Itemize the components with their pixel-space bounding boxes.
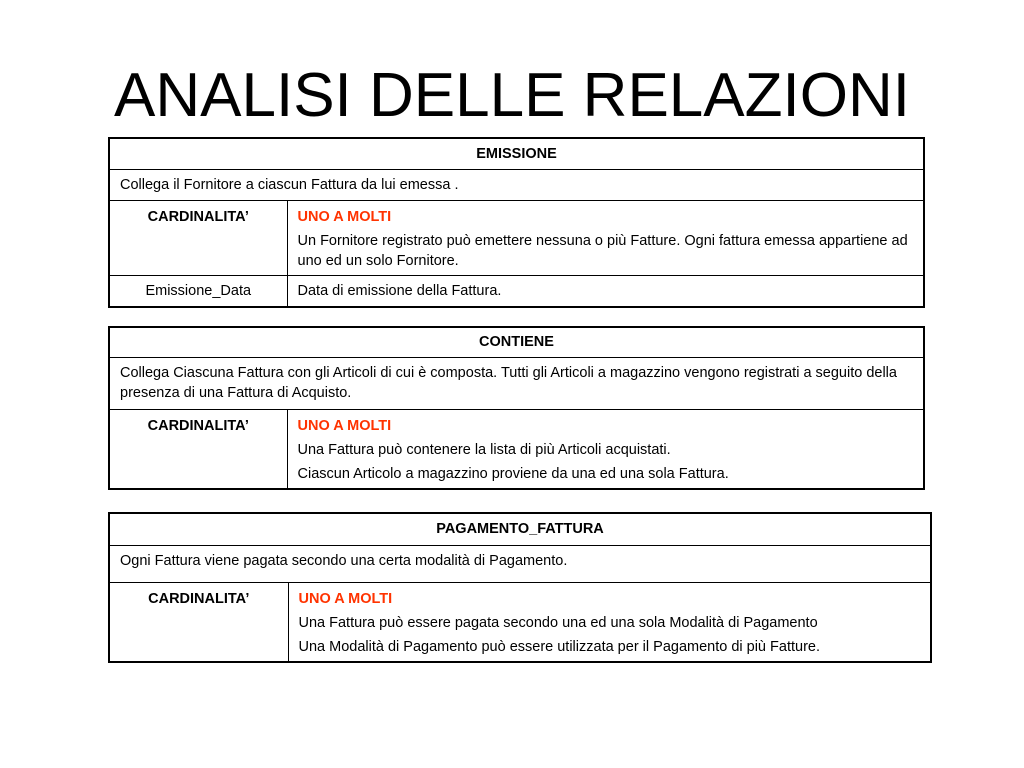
page-title: ANALISI DELLE RELAZIONI bbox=[114, 61, 910, 130]
cardinality-line: Una Fattura può essere pagata secondo una ed una sola Modalità di Pagamento bbox=[298, 614, 818, 631]
relation-description: Collega il Fornitore a ciascun Fattura da lui emessa . bbox=[109, 169, 924, 200]
cardinality-value bbox=[288, 582, 931, 662]
attribute-value: Data di emissione della Fattura. bbox=[287, 275, 924, 307]
cardinality-value bbox=[287, 409, 924, 489]
cardinality-line: Una Fattura può contenere la lista di più Articoli acquistati. bbox=[297, 441, 671, 458]
relation-table-emissione bbox=[108, 137, 925, 308]
cardinality-type: UNO A MOLTI bbox=[297, 417, 392, 434]
relation-name: PAGAMENTO_FATTURA bbox=[109, 513, 931, 545]
relation-table-pagamento-fattura bbox=[108, 512, 932, 663]
cardinality-label: CARDINALITA’ bbox=[109, 409, 287, 489]
cardinality-line: Una Modalità di Pagamento può essere utilizzata per il Pagamento di più Fatture. bbox=[298, 638, 820, 655]
relation-name: CONTIENE bbox=[109, 327, 924, 357]
cardinality-value bbox=[287, 200, 924, 275]
attribute-name: Emissione_Data bbox=[109, 275, 287, 307]
cardinality-type: UNO A MOLTI bbox=[297, 208, 392, 225]
relation-table-contiene bbox=[108, 326, 925, 490]
relation-name: EMISSIONE bbox=[109, 138, 924, 169]
cardinality-label: CARDINALITA’ bbox=[109, 200, 287, 275]
relation-description: Collega Ciascuna Fattura con gli Articoli di cui è composta. Tutti gli Articoli a magazzino vengono registrati a seguito della presenza di una Fattura di Acquisto. bbox=[109, 357, 924, 409]
cardinality-type: UNO A MOLTI bbox=[298, 590, 393, 607]
relation-description: Ogni Fattura viene pagata secondo una certa modalità di Pagamento. bbox=[109, 545, 931, 582]
cardinality-label: CARDINALITA’ bbox=[109, 582, 288, 662]
cardinality-line: Ciascun Articolo a magazzino proviene da una ed una sola Fattura. bbox=[297, 465, 729, 482]
cardinality-line: Un Fornitore registrato può emettere nessuna o più Fatture. Ogni fattura emessa appartiene ad uno ed un solo Fornitore. bbox=[297, 232, 908, 269]
